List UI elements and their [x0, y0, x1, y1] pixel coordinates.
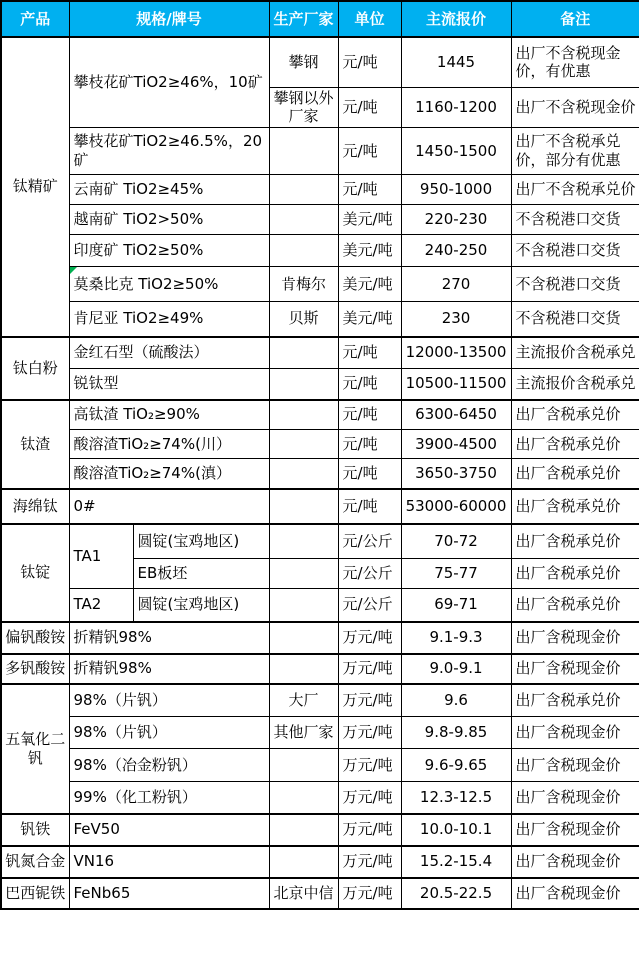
price-cell: 9.6-9.65: [401, 749, 511, 782]
spec-cell: 印度矿 TiO2≥50%: [69, 235, 269, 267]
table-row: [1, 489, 639, 524]
unit-cell: 元/公斤: [338, 589, 401, 622]
unit-cell: 元/吨: [338, 337, 401, 369]
table-row: [1, 654, 639, 684]
note-cell: 出厂含税现金价: [511, 782, 639, 814]
manufacturer-cell: 大厂: [269, 684, 338, 717]
price-cell: 10.0-10.1: [401, 814, 511, 846]
product-cell: 钛锭: [1, 524, 69, 622]
spec-cell: 98%（片钒）: [69, 717, 269, 749]
unit-cell: 元/公斤: [338, 559, 401, 589]
manufacturer-cell: [269, 459, 338, 489]
table-row: [1, 337, 639, 369]
manufacturer-cell: [269, 430, 338, 459]
price-cell: 69-71: [401, 589, 511, 622]
price-cell: 9.8-9.85: [401, 717, 511, 749]
price-cell: 12000-13500: [401, 337, 511, 369]
manufacturer-cell: [269, 235, 338, 267]
header-cell-spec: 规格/牌号: [69, 1, 269, 37]
product-cell: 钒铁: [1, 814, 69, 846]
header-cell-unit: 单位: [338, 1, 401, 37]
price-cell: 12.3-12.5: [401, 782, 511, 814]
unit-cell: 美元/吨: [338, 302, 401, 337]
spec-cell: 高钛渣 TiO₂≥90%: [69, 400, 269, 430]
price-cell: 1160-1200: [401, 87, 511, 128]
spec-cell: 0#: [69, 489, 269, 524]
grade-cell: TA1: [69, 524, 133, 589]
manufacturer-cell: [269, 175, 338, 205]
spec-detail-cell: 圆锭(宝鸡地区): [133, 524, 269, 559]
price-cell: 230: [401, 302, 511, 337]
unit-cell: 万元/吨: [338, 622, 401, 654]
table-row: [1, 622, 639, 654]
manufacturer-cell: [269, 524, 338, 559]
spec-cell: FeNb65: [69, 878, 269, 909]
table-row: [1, 717, 639, 749]
unit-cell: 元/公斤: [338, 524, 401, 559]
table-row: [1, 878, 639, 909]
manufacturer-cell: [269, 782, 338, 814]
manufacturer-cell: [269, 128, 338, 175]
table-row: [1, 846, 639, 878]
manufacturer-cell: [269, 589, 338, 622]
note-cell: 出厂含税现金价: [511, 749, 639, 782]
price-cell: 70-72: [401, 524, 511, 559]
note-cell: 出厂不含税承兑价: [511, 175, 639, 205]
price-cell: 20.5-22.5: [401, 878, 511, 909]
price-cell: 220-230: [401, 205, 511, 235]
unit-cell: 元/吨: [338, 128, 401, 175]
unit-cell: 万元/吨: [338, 717, 401, 749]
product-cell: 巴西铌铁: [1, 878, 69, 909]
note-cell: 出厂含税现金价: [511, 622, 639, 654]
table-row: [1, 430, 639, 459]
price-cell: 9.6: [401, 684, 511, 717]
unit-cell: 元/吨: [338, 400, 401, 430]
unit-cell: 元/吨: [338, 489, 401, 524]
spec-cell: 云南矿 TiO2≥45%: [69, 175, 269, 205]
table-row: [1, 400, 639, 430]
table-row: [1, 782, 639, 814]
table-row: [1, 267, 639, 302]
manufacturer-cell: [269, 814, 338, 846]
manufacturer-cell: 其他厂家: [269, 717, 338, 749]
note-cell: 出厂含税现金价: [511, 878, 639, 909]
product-cell: 钛精矿: [1, 37, 69, 337]
note-cell: 出厂含税承兑价: [511, 524, 639, 559]
spec-cell: VN16: [69, 846, 269, 878]
note-cell: 出厂含税承兑价: [511, 459, 639, 489]
spec-cell: 折精钒98%: [69, 654, 269, 684]
note-cell: 出厂含税承兑价: [511, 589, 639, 622]
note-cell: 出厂含税现金价: [511, 814, 639, 846]
note-cell: 出厂不含税现金价: [511, 87, 639, 128]
table-row: [1, 684, 639, 717]
manufacturer-cell: 贝斯: [269, 302, 338, 337]
table-row: [1, 175, 639, 205]
manufacturer-cell: [269, 749, 338, 782]
unit-cell: 美元/吨: [338, 267, 401, 302]
spec-cell: 酸溶渣TiO₂≥74%(滇）: [69, 459, 269, 489]
note-cell: 出厂含税现金价: [511, 654, 639, 684]
note-cell: 出厂含税现金价: [511, 717, 639, 749]
spec-cell: 金红石型（硫酸法）: [69, 337, 269, 369]
table-row: [1, 235, 639, 267]
unit-cell: 元/吨: [338, 175, 401, 205]
note-cell: 不含税港口交货: [511, 302, 639, 337]
price-cell: 9.1-9.3: [401, 622, 511, 654]
unit-cell: 万元/吨: [338, 654, 401, 684]
unit-cell: 美元/吨: [338, 205, 401, 235]
manufacturer-cell: [269, 400, 338, 430]
manufacturer-cell: [269, 205, 338, 235]
note-cell: 出厂不含税现金价，有优惠: [511, 37, 639, 87]
spec-cell: 肯尼亚 TiO2≥49%: [69, 302, 269, 337]
table-row: [1, 814, 639, 846]
price-cell: 10500-11500: [401, 369, 511, 400]
spec-cell: 越南矿 TiO2>50%: [69, 205, 269, 235]
table-row: [1, 749, 639, 782]
product-cell: 海绵钛: [1, 489, 69, 524]
spec-cell: FeV50: [69, 814, 269, 846]
spec-cell: 折精钒98%: [69, 622, 269, 654]
price-cell: 950-1000: [401, 175, 511, 205]
note-cell: 不含税港口交货: [511, 235, 639, 267]
table-row: [1, 302, 639, 337]
note-cell: 出厂含税承兑价: [511, 489, 639, 524]
manufacturer-cell: [269, 337, 338, 369]
product-cell: 钒氮合金: [1, 846, 69, 878]
spec-cell: 酸溶渣TiO₂≥74%(川）: [69, 430, 269, 459]
product-cell: 多钒酸铵: [1, 654, 69, 684]
manufacturer-cell: 肯梅尔: [269, 267, 338, 302]
grade-cell: TA2: [69, 589, 133, 622]
table-row: [1, 205, 639, 235]
price-cell: 240-250: [401, 235, 511, 267]
manufacturer-cell: 攀钢以外厂家: [269, 87, 338, 128]
table-row: [1, 128, 639, 175]
price-cell: 3900-4500: [401, 430, 511, 459]
table-row: [1, 37, 639, 87]
unit-cell: 万元/吨: [338, 684, 401, 717]
unit-cell: 元/吨: [338, 369, 401, 400]
manufacturer-cell: [269, 846, 338, 878]
manufacturer-cell: [269, 559, 338, 589]
price-cell: 15.2-15.4: [401, 846, 511, 878]
manufacturer-cell: 攀钢: [269, 37, 338, 87]
note-cell: 主流报价含税承兑: [511, 369, 639, 400]
header-row: [1, 1, 639, 37]
manufacturer-cell: [269, 489, 338, 524]
note-cell: 不含税港口交货: [511, 205, 639, 235]
spec-cell: 攀枝花矿TiO2≥46.5%，20矿: [69, 128, 269, 175]
spec-cell: [69, 267, 269, 302]
header-cell-product: 产品: [1, 1, 69, 37]
header-cell-price: 主流报价: [401, 1, 511, 37]
unit-cell: 万元/吨: [338, 878, 401, 909]
table-row: [1, 459, 639, 489]
unit-cell: 万元/吨: [338, 782, 401, 814]
unit-cell: 元/吨: [338, 87, 401, 128]
unit-cell: 万元/吨: [338, 749, 401, 782]
manufacturer-cell: [269, 654, 338, 684]
header-cell-manufacturer: 生产厂家: [269, 1, 338, 37]
product-cell: 钛白粉: [1, 337, 69, 400]
unit-cell: 元/吨: [338, 459, 401, 489]
note-cell: 不含税港口交货: [511, 267, 639, 302]
spec-cell: 攀枝花矿TiO2≥46%，10矿: [69, 37, 269, 128]
unit-cell: 美元/吨: [338, 235, 401, 267]
spec-cell: 98%（片钒）: [69, 684, 269, 717]
product-cell: 钛渣: [1, 400, 69, 489]
note-cell: 出厂含税承兑价: [511, 559, 639, 589]
price-cell: 75-77: [401, 559, 511, 589]
spec-cell: 锐钛型: [69, 369, 269, 400]
spec-detail-cell: EB板坯: [133, 559, 269, 589]
price-cell: 53000-60000: [401, 489, 511, 524]
unit-cell: 元/吨: [338, 37, 401, 87]
unit-cell: 万元/吨: [338, 814, 401, 846]
cell-comment-marker: [70, 267, 77, 274]
note-cell: 出厂不含税承兑价，部分有优惠: [511, 128, 639, 175]
spec-detail-cell: 圆锭(宝鸡地区): [133, 589, 269, 622]
unit-cell: 元/吨: [338, 430, 401, 459]
price-cell: 1445: [401, 37, 511, 87]
table-row: [1, 524, 639, 559]
note-cell: 主流报价含税承兑: [511, 337, 639, 369]
price-cell: 3650-3750: [401, 459, 511, 489]
price-cell: 6300-6450: [401, 400, 511, 430]
manufacturer-cell: [269, 622, 338, 654]
manufacturer-cell: [269, 369, 338, 400]
note-cell: 出厂含税现金价: [511, 846, 639, 878]
header-cell-note: 备注: [511, 1, 639, 37]
manufacturer-cell: 北京中信: [269, 878, 338, 909]
product-cell: 偏钒酸铵: [1, 622, 69, 654]
note-cell: 出厂含税承兑价: [511, 684, 639, 717]
note-cell: 出厂含税承兑价: [511, 430, 639, 459]
note-cell: 出厂含税承兑价: [511, 400, 639, 430]
spec-text: 莫桑比克 TiO2≥50%: [73, 274, 219, 293]
table-row: [1, 589, 639, 622]
product-cell: 五氧化二钒: [1, 684, 69, 814]
price-cell: 9.0-9.1: [401, 654, 511, 684]
spec-cell: 99%（化工粉钒）: [69, 782, 269, 814]
unit-cell: 万元/吨: [338, 846, 401, 878]
spec-cell: 98%（冶金粉钒）: [69, 749, 269, 782]
price-cell: 270: [401, 267, 511, 302]
price-cell: 1450-1500: [401, 128, 511, 175]
table-row: [1, 369, 639, 400]
